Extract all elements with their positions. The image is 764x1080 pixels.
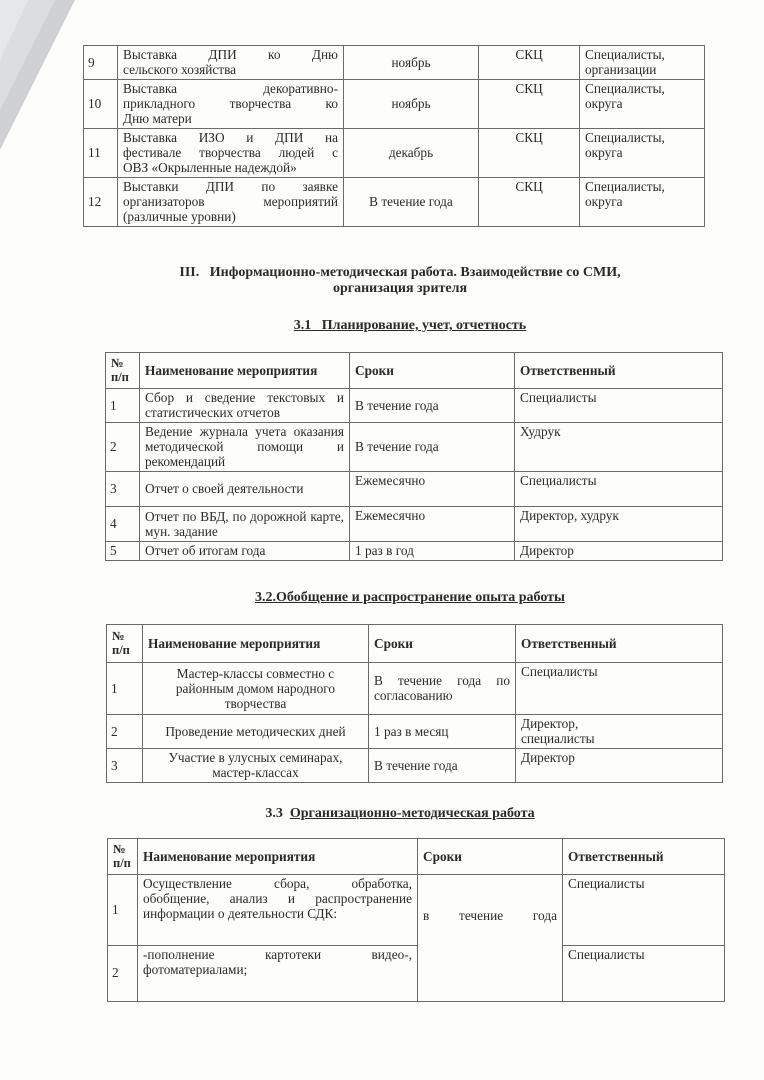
header-num xyxy=(107,625,143,663)
row-number: 1 xyxy=(106,389,140,423)
exhibitions-table xyxy=(83,45,705,227)
cell-line: методической помощи и xyxy=(145,439,344,454)
event-responsible: Директор xyxy=(515,542,723,561)
event-responsible xyxy=(516,749,723,783)
cell-line: (различные уровни) xyxy=(123,209,236,224)
header-num xyxy=(108,839,138,875)
event-responsible: Худрук xyxy=(515,423,723,472)
event-date: Ежемесячно xyxy=(350,507,515,542)
cell-line: Участие в улусных семинарах, xyxy=(168,750,343,765)
cell-line: организации xyxy=(585,62,657,77)
row-number: 5 xyxy=(106,542,140,561)
section-3-title-line1: III. Информационно-методическая работа. Взаимодействие со СМИ, xyxy=(179,265,621,280)
event-date: В течение года xyxy=(344,178,479,227)
cell-line: Мастер-классы совместно с xyxy=(176,665,335,681)
section-3-title xyxy=(150,265,650,297)
cell-line: -пополнение картотеки видео-, xyxy=(143,946,412,962)
cell-line: Специалисты, xyxy=(585,130,665,145)
cell-line: В течение года по xyxy=(374,673,510,688)
event-date: декабрь xyxy=(344,129,479,178)
cell-line: Дню матери xyxy=(123,111,192,126)
section-3-title-line2: организация зрителя xyxy=(332,281,468,296)
event-responsible xyxy=(580,80,705,129)
header-name: Наименование мероприятия xyxy=(143,625,369,663)
cell-line: Выставки ДПИ по заявке xyxy=(123,179,338,194)
cell-line: мун. задание xyxy=(145,523,218,539)
event-responsible: Директор, худрук xyxy=(515,507,723,542)
table-row xyxy=(107,663,723,715)
header-num-line1: № xyxy=(111,356,124,370)
cell-line: Отчет об итогам года xyxy=(145,543,266,558)
event-responsible: Специалисты xyxy=(515,389,723,423)
event-name xyxy=(118,129,344,178)
subsection-3-2-title: 3.2.Обобщение и распространение опыта работы xyxy=(255,590,565,605)
header-resp: Ответственный xyxy=(563,839,725,875)
header-num-line2: п/п xyxy=(113,856,131,870)
cell-line: округа xyxy=(585,96,623,111)
row-number: 3 xyxy=(107,749,143,783)
subsection-3-3-title xyxy=(230,806,570,822)
header-date: Сроки xyxy=(418,839,563,875)
cell-line: Специалисты, xyxy=(585,179,665,194)
cell-line: Выставка ИЗО и ДПИ на xyxy=(123,130,338,145)
event-responsible xyxy=(580,129,705,178)
cell-line: специалисты xyxy=(521,731,595,746)
row-number: 1 xyxy=(107,663,143,715)
header-date: Сроки xyxy=(350,353,515,389)
event-date: 1 раз в год xyxy=(350,542,515,561)
cell-line: Сбор и сведение текстовых и xyxy=(145,390,344,405)
event-date xyxy=(369,663,516,715)
table-row xyxy=(84,129,705,178)
cell-line: Выставка декоративно- xyxy=(123,81,338,96)
row-number: 4 xyxy=(106,507,140,542)
cell-line: сельского хозяйства xyxy=(123,62,237,77)
table-row xyxy=(108,945,725,1001)
cell-line: Выставка ДПИ ко Дню xyxy=(123,47,338,62)
subsection-3-3-number: 3.3 xyxy=(265,806,283,821)
event-date: В течение года xyxy=(350,389,515,423)
row-number: 11 xyxy=(84,129,118,178)
event-name xyxy=(140,389,350,423)
table-row xyxy=(84,80,705,129)
table-row xyxy=(108,875,725,946)
cell-line: Осуществление сбора, обработка, xyxy=(143,876,412,891)
table-row xyxy=(107,749,723,783)
header-date: Сроки xyxy=(369,625,516,663)
event-date: ноябрь xyxy=(344,80,479,129)
header-name: Наименование мероприятия xyxy=(140,353,350,389)
event-name xyxy=(118,178,344,227)
event-responsible xyxy=(516,663,723,715)
event-name xyxy=(143,715,369,749)
cell-line: округа xyxy=(585,145,623,160)
event-date xyxy=(369,749,516,783)
cell-line: статистических отчетов xyxy=(145,405,280,420)
event-date xyxy=(369,715,516,749)
header-num xyxy=(106,353,140,389)
cell-line: информации о деятельности СДК: xyxy=(143,906,338,921)
row-number: 10 xyxy=(84,80,118,129)
event-name xyxy=(118,80,344,129)
header-num-line1: № xyxy=(113,842,126,856)
cell-line: прикладного творчества ко xyxy=(123,96,338,111)
experience-table xyxy=(106,624,723,783)
event-responsible xyxy=(516,715,723,749)
event-responsible: Специалисты xyxy=(515,472,723,507)
cell-line: обобщение, анализ и распространение xyxy=(143,891,412,906)
event-responsible xyxy=(580,178,705,227)
event-name xyxy=(143,749,369,783)
event-name xyxy=(138,875,418,946)
table-row xyxy=(106,472,723,507)
cell-line: мастер-классах xyxy=(212,765,299,780)
cell-line: районным домом народного xyxy=(175,680,336,696)
table-row xyxy=(84,46,705,80)
event-date: В течение года xyxy=(350,423,515,472)
cell-line: Отчет по ВБД, по дорожной карте, xyxy=(145,508,344,524)
table-header-row xyxy=(108,839,725,875)
cell-line: Директор, xyxy=(521,716,579,731)
row-number: 1 xyxy=(108,875,138,946)
event-date-shared xyxy=(418,875,563,1002)
planning-table xyxy=(105,352,723,561)
table-row xyxy=(106,389,723,423)
event-place: СКЦ xyxy=(479,129,580,178)
table-header-row xyxy=(107,625,723,663)
row-number: 12 xyxy=(84,178,118,227)
cell-line: Специалисты xyxy=(521,664,598,679)
row-number: 9 xyxy=(84,46,118,80)
event-place: СКЦ xyxy=(479,80,580,129)
cell-line: В течение года xyxy=(374,757,458,773)
event-name xyxy=(118,46,344,80)
header-name: Наименование мероприятия xyxy=(138,839,418,875)
cell-line: Директор xyxy=(521,750,575,765)
cell-line: ОВЗ «Окрыленные надеждой» xyxy=(123,160,297,175)
cell-line: фотоматериалами; xyxy=(143,961,248,977)
cell-line: Специалисты, xyxy=(585,47,665,62)
event-responsible: Специалисты xyxy=(563,875,725,946)
table-row xyxy=(106,423,723,472)
cell-line: Отчет о своей деятельности xyxy=(145,481,304,496)
event-name xyxy=(140,507,350,542)
cell-line: фестивале творчества людей с xyxy=(123,145,338,160)
table-row xyxy=(106,507,723,542)
cell-line: организаторов мероприятий xyxy=(123,194,338,209)
event-date: ноябрь xyxy=(344,46,479,80)
event-responsible xyxy=(580,46,705,80)
table-row xyxy=(107,715,723,749)
table-header-row xyxy=(106,353,723,389)
org-method-table xyxy=(107,838,725,1002)
header-num-line1: № xyxy=(112,629,125,643)
cell-line: Ведение журнала учета оказания xyxy=(145,424,344,439)
row-number: 2 xyxy=(108,945,138,1001)
row-number: 2 xyxy=(106,423,140,472)
event-place: СКЦ xyxy=(479,178,580,227)
cell-line: согласованию xyxy=(374,688,453,703)
cell-line: Проведение методических дней xyxy=(165,723,346,739)
cell-line: рекомендаций xyxy=(145,454,226,469)
event-place: СКЦ xyxy=(479,46,580,80)
event-name xyxy=(140,472,350,507)
header-num-line2: п/п xyxy=(111,370,129,384)
event-responsible: Специалисты xyxy=(563,945,725,1001)
event-date: Ежемесячно xyxy=(350,472,515,507)
header-resp: Ответственный xyxy=(516,625,723,663)
event-name xyxy=(138,945,418,1001)
subsection-3-1-title: 3.1 Планирование, учет, отчетность xyxy=(293,318,527,333)
event-name xyxy=(140,423,350,472)
table-row xyxy=(84,178,705,227)
header-num-line2: п/п xyxy=(112,643,130,657)
cell-line: творчества xyxy=(224,695,287,711)
page-fold-highlight xyxy=(0,0,28,60)
event-name xyxy=(140,542,350,561)
cell-line: округа xyxy=(585,194,623,209)
row-number: 3 xyxy=(106,472,140,507)
cell-line: 1 раз в месяц xyxy=(374,723,449,739)
event-name xyxy=(143,663,369,715)
subsection-3-3-label: Организационно-методическая работа xyxy=(289,806,535,821)
row-number: 2 xyxy=(107,715,143,749)
header-resp: Ответственный xyxy=(515,353,723,389)
cell-line: Специалисты, xyxy=(585,81,665,96)
cell-line: в течение года xyxy=(423,907,557,923)
table-row xyxy=(106,542,723,561)
